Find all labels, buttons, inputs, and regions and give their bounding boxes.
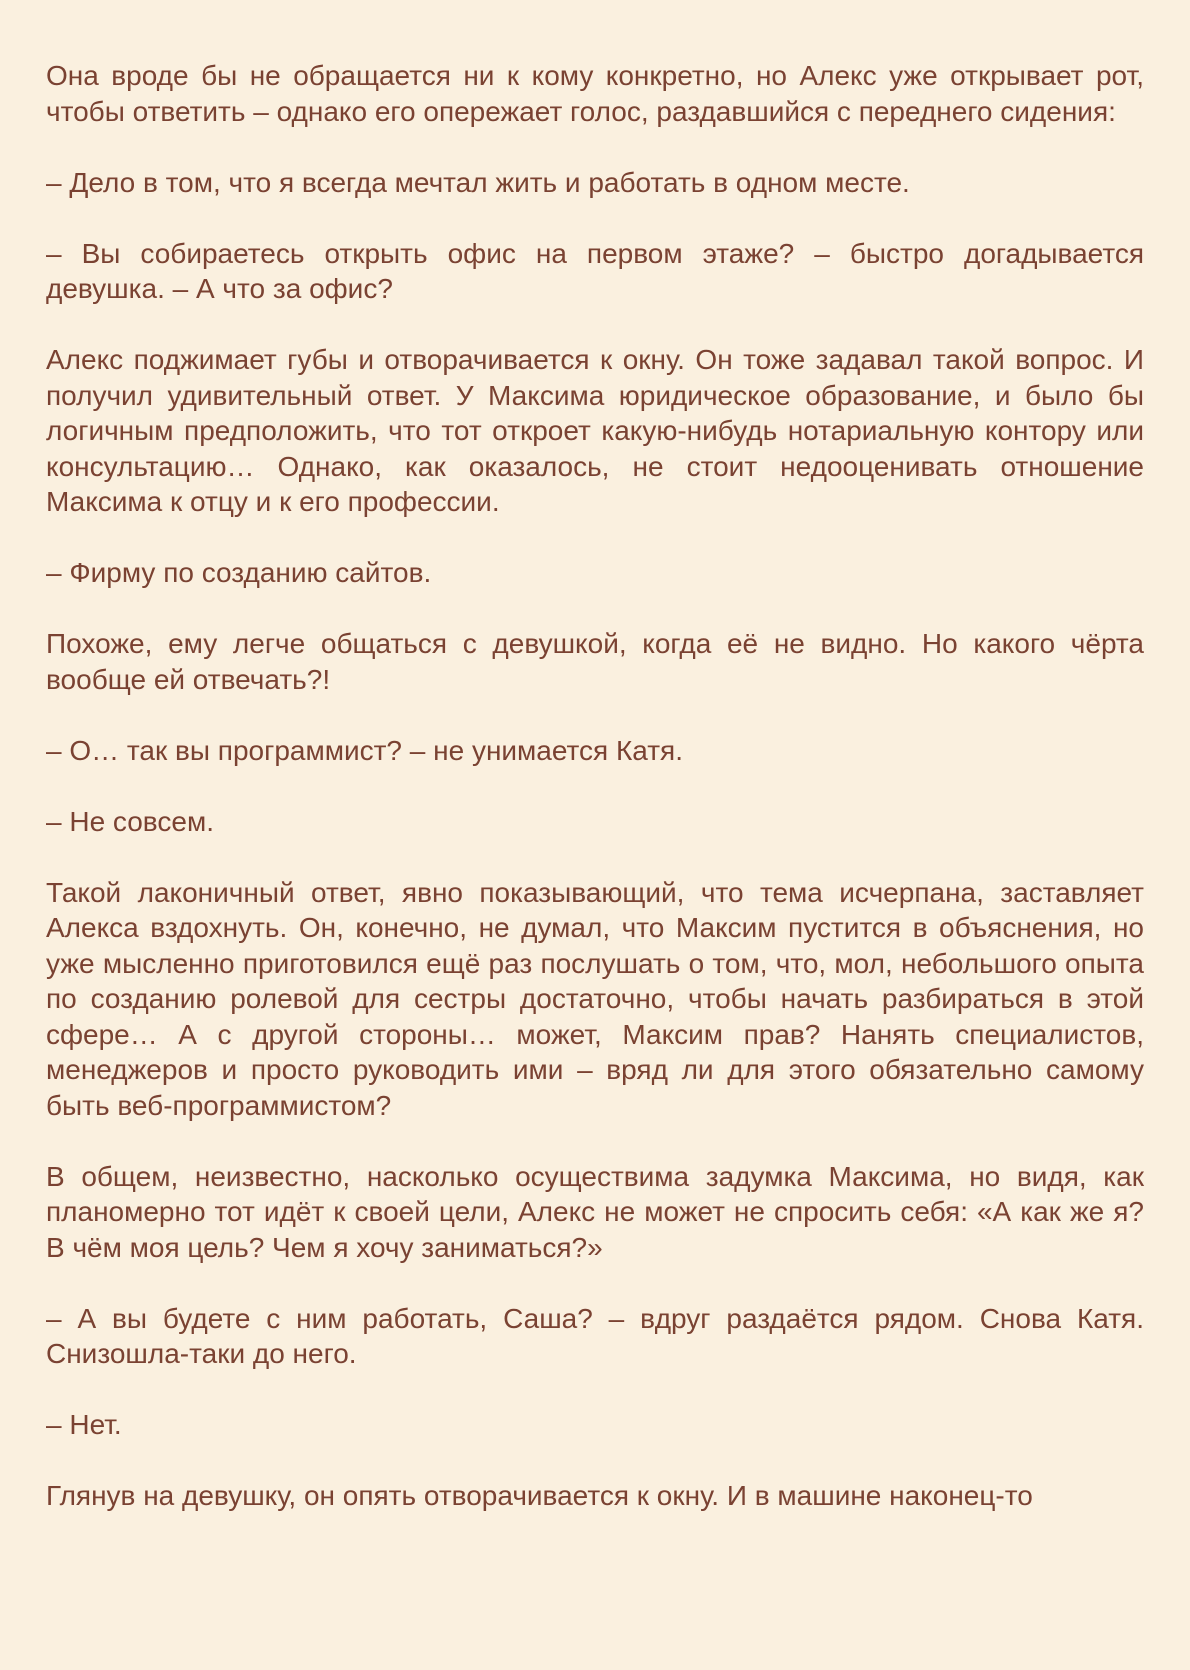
paragraph: – Не совсем.	[46, 805, 214, 837]
paragraph: – Нет.	[46, 1409, 122, 1440]
paragraph: В общем, неизвестно, насколько осуществима задумка Максима, но видя, как планомерно тот идёт к своей цели, Алекс не может не спросить себя: «А как же я? В чём моя цель? Чем я хочу заниматься?»	[46, 1160, 1144, 1263]
paragraph: – О… так вы программист? – не унимается Катя.	[46, 734, 683, 766]
paragraph: Она вроде бы не обращается ни к кому конкретно, но Алекс уже открывает рот, чтобы ответить – однако его опережает голос, раздавшийся с переднего сидения:	[46, 60, 1144, 127]
paragraph: Похоже, ему легче общаться с девушкой, когда её не видно. Но какого чёрта вообще ей отвечать?!	[46, 628, 1144, 695]
paragraph: – Вы собираетесь открыть офис на первом этаже? – быстро догадывается девушка. – А что за офис?	[46, 237, 1144, 304]
paragraph: – Фирму по созданию сайтов.	[46, 557, 432, 588]
paragraph: – А вы будете с ним работать, Саша? – вдруг раздаётся рядом. Снова Катя. Снизошла-таки до него.	[46, 1302, 1144, 1369]
paragraph: – Дело в том, что я всегда мечтал жить и работать в одном месте.	[46, 166, 910, 198]
paragraph: Такой лаконичный ответ, явно показывающий, что тема исчерпана, заставляет Алекса вздохнуть. Он, конечно, не думал, что Максим пустится в объяснения, но уже мысленно приготовился ещё раз послушать о том, что, мол, небольшого опыта по созданию ролевой для сестры достаточно, чтобы начать разбираться в этой сфере… А с другой стороны… может, Максим прав? Нанять специалистов, менеджеров и просто руководить ими – вряд ли для этого обязательно самому быть веб-программистом?	[46, 876, 1144, 1121]
paragraph: Глянув на девушку, он опять отворачивается к окну. И в машине наконец-то	[46, 1480, 1033, 1511]
paragraph: Алекс поджимает губы и отворачивается к окну. Он тоже задавал такой вопрос. И получил удивительный ответ. У Максима юридическое образование, и было бы логичным предположить, что тот откроет какую-нибудь нотариальную контору или консультацию… Однако, как оказалось, не стоит недооценивать отношение Максима к отцу и к его профессии.	[46, 344, 1144, 517]
document-page	[46, 58, 1144, 1514]
